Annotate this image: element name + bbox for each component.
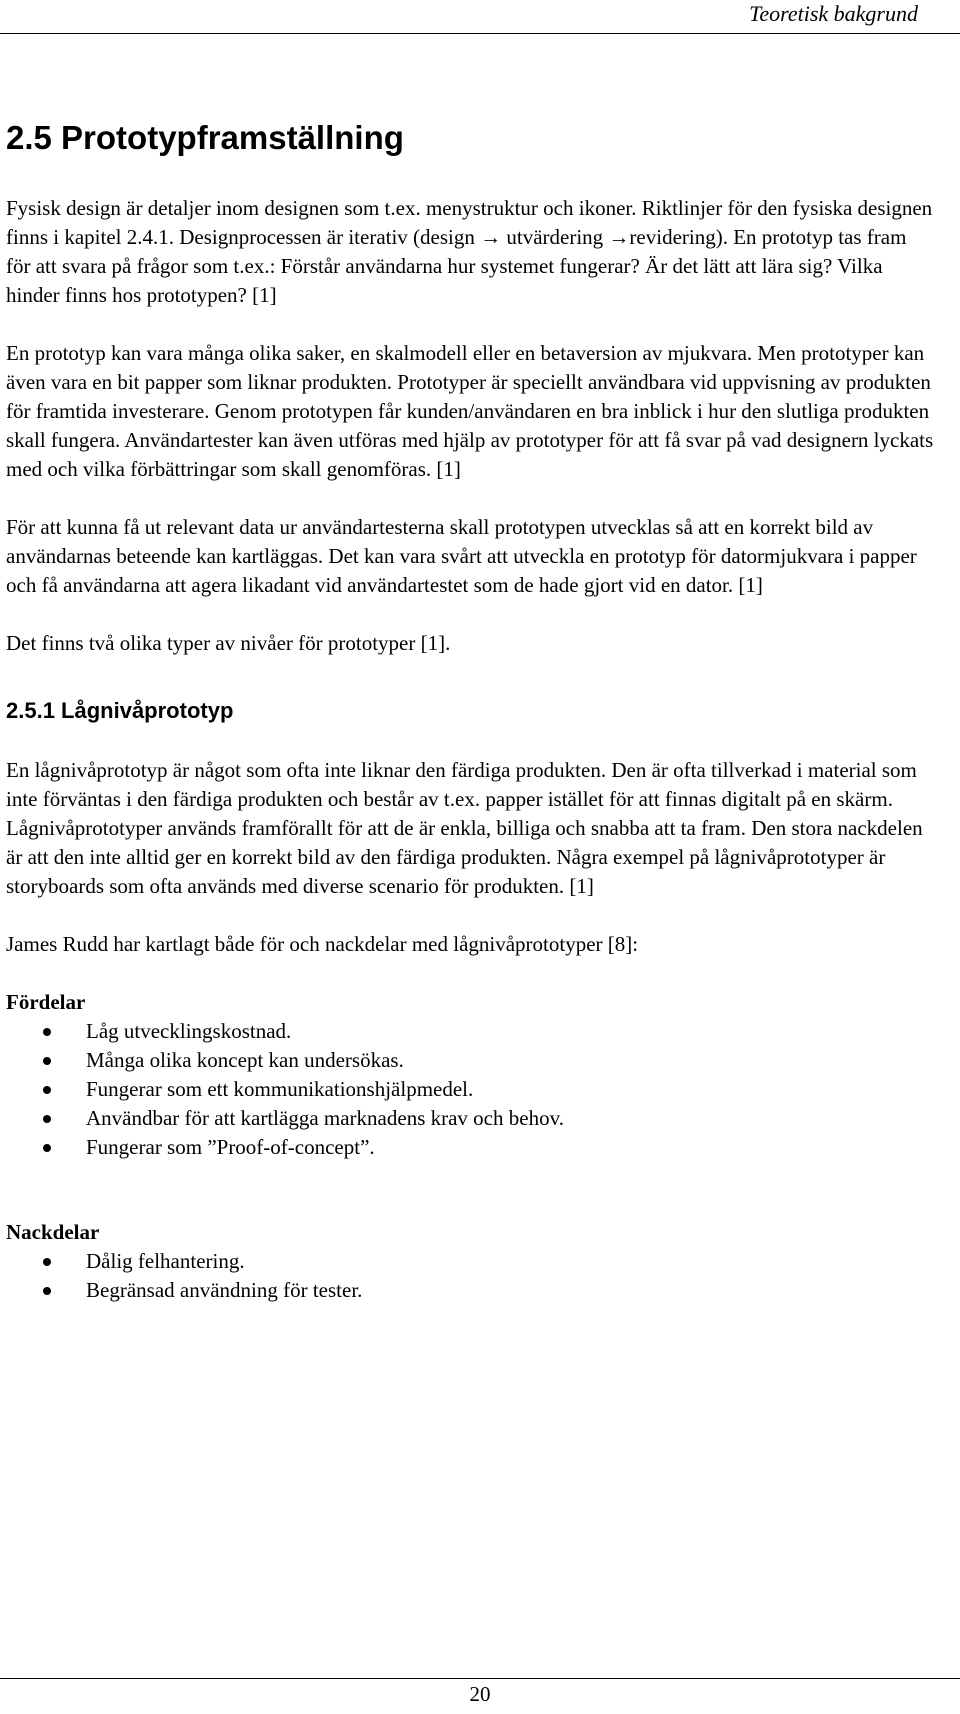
page-header: [0, 0, 960, 34]
bullet-icon: [43, 1115, 51, 1123]
list-item: [6, 1046, 936, 1075]
list-item-text: Användbar för att kartlägga marknadens krav och behov.: [86, 1106, 564, 1130]
paragraph-user-testing: För att kunna få ut relevant data ur användartesterna skall prototypen utvecklas så att en korrekt bild av användarnas beteende kan kartläggas. Det kan vara svårt att utveckla en prototyp för datormjukvara i papper och få användarna att agera likadant vid användartestet som de hade gjort vid en dator. [1]: [6, 515, 917, 597]
list-item-text: Många olika koncept kan undersökas.: [86, 1048, 404, 1072]
list-item: [6, 1104, 936, 1133]
bullet-icon: [43, 1057, 51, 1065]
paragraph-physical-design: Fysisk design är detaljer inom designen som t.ex. menystruktur och ikoner. Riktlinjer för den fysiska designen finns i kapitel 2.4.1. Designprocessen är iterativ (design → utvärdering →revidering). En prototyp tas fram för att svara på frågor som t.ex.: Förstår användarna hur systemet fungerar? Är det lätt att lära sig? Vilka hinder finns hos prototypen? [1]: [6, 196, 933, 307]
list-item-text: Begränsad användning för tester.: [86, 1278, 363, 1302]
list-item-text: Låg utvecklingskostnad.: [86, 1019, 292, 1043]
advantages-list: [6, 1017, 936, 1162]
paragraph-prototype-levels: Det finns två olika typer av nivåer för prototyper [1].: [6, 631, 451, 655]
paragraph-prototype-types: En prototyp kan vara många olika saker, en skalmodell eller en betaversion av mjukvara. Men prototyper kan även vara en bit papper som liknar produkten. Prototyper är speciellt användbara vid uppvisning av produkten för framtida investerare. Genom prototypen får kunden/användaren en bra inblick i hur den slutliga produkten skall fungera. Användartester kan även utföras med hjälp av prototyper för att få svar på vad designern lyckats med och vilka förbättringar som skall genomföras. [1]: [6, 341, 934, 481]
disadvantages-label: Nackdelar: [6, 1220, 100, 1244]
bullet-icon: [43, 1086, 51, 1094]
paragraph-low-fidelity: En lågnivåprototyp är något som ofta inte liknar den färdiga produkten. Den är ofta tillverkad i material som inte förväntas i den färdiga produkten och består av t.ex. papper istället för att finnas digitalt på en skärm. Lågnivåprototyper används framförallt för att de är enkla, billiga och snabba att ta fram. Den stora nackdelen är att den inte alltid ger en korrekt bild av den färdiga produkten. Några exempel på lågnivåprototyper är storyboards som ofta används med diverse scenario för produkten. [1]: [6, 758, 923, 898]
document-body: [6, 96, 936, 1361]
list-item: [6, 1276, 936, 1305]
header-rule: [0, 33, 960, 34]
bullet-icon: [43, 1144, 51, 1152]
list-item: [6, 1075, 936, 1104]
bullet-icon: [43, 1287, 51, 1295]
list-item: [6, 1247, 936, 1276]
list-item-text: Dålig felhantering.: [86, 1249, 245, 1273]
list-item-text: Fungerar som ”Proof-of-concept”.: [86, 1135, 375, 1159]
disadvantages-list: [6, 1247, 936, 1305]
footer-rule: [0, 1678, 960, 1679]
paragraph-rudd-intro: James Rudd har kartlagt både för och nackdelar med lågnivåprototyper [8]:: [6, 932, 639, 956]
bullet-icon: [43, 1258, 51, 1266]
list-item-text: Fungerar som ett kommunikationshjälpmedel.: [86, 1077, 474, 1101]
advantages-label: Fördelar: [6, 990, 86, 1014]
subsection-heading: 2.5.1 Lågnivåprototyp: [6, 698, 234, 723]
running-head: Teoretisk bakgrund: [749, 1, 918, 26]
bullet-icon: [43, 1028, 51, 1036]
section-heading: 2.5 Prototypframställning: [6, 119, 404, 156]
list-item: [6, 1133, 936, 1162]
page-number: 20: [469, 1682, 491, 1706]
list-item: [6, 1017, 936, 1046]
